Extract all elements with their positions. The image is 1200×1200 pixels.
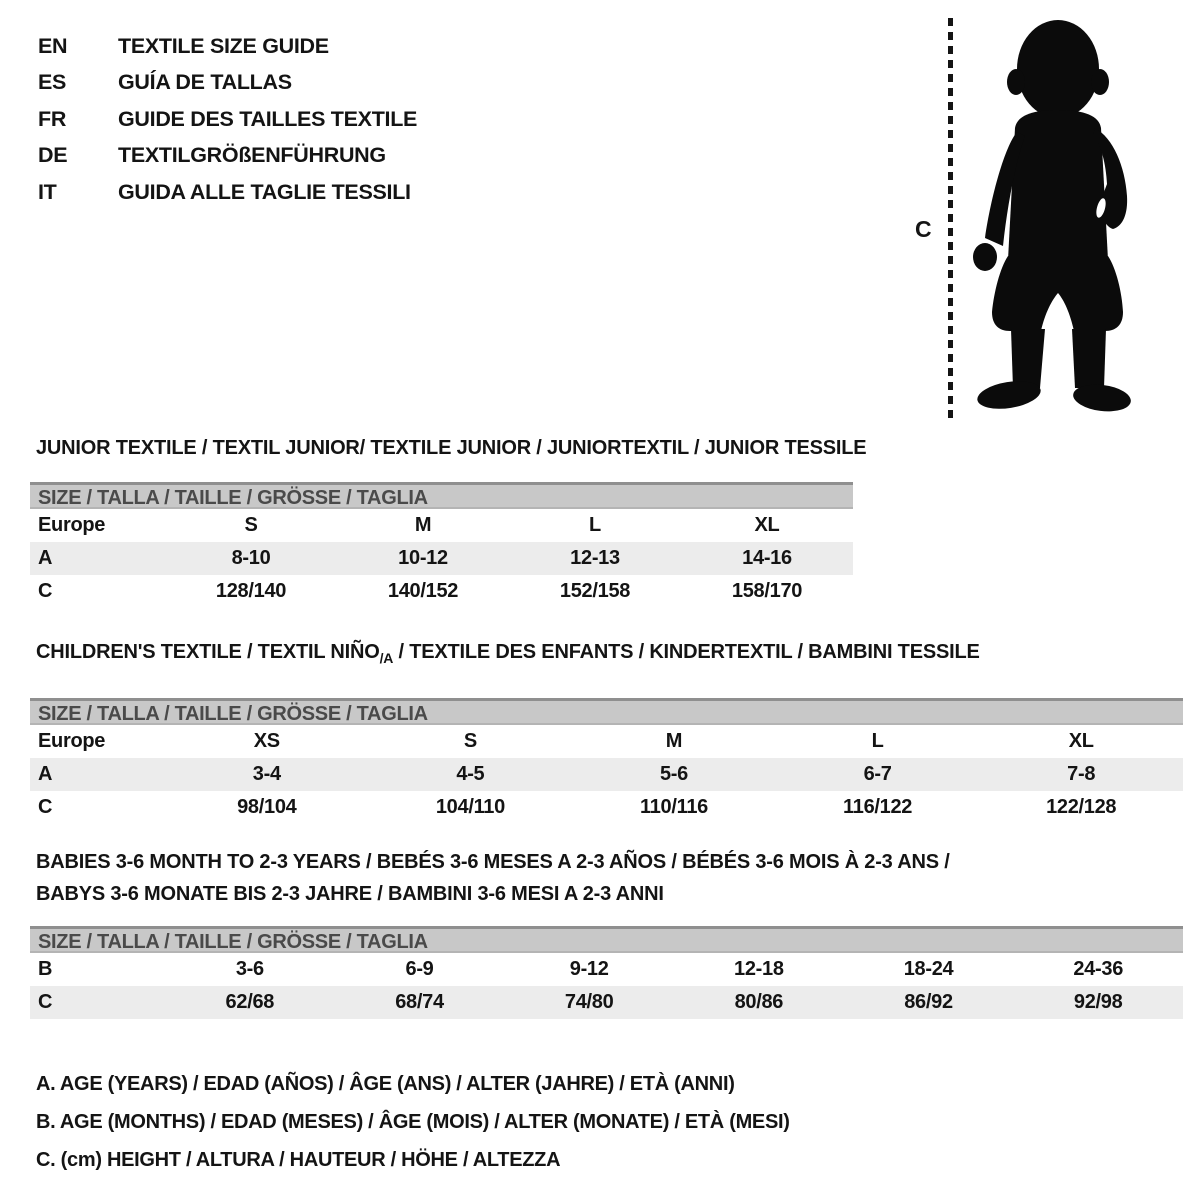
junior-section-title: [36, 432, 1183, 464]
language-row: [38, 101, 417, 138]
size-cell: 158/170: [731, 580, 803, 602]
size-cell: 86/92: [904, 991, 953, 1013]
row-label: Europe: [38, 514, 106, 536]
size-cell: 10-12: [398, 547, 448, 569]
section-title-line: [36, 636, 1183, 674]
language-label: GUIDA ALLE TAGLIE TESSILI: [118, 179, 411, 204]
row-label: C: [38, 580, 53, 602]
size-guide-content: [30, 432, 1183, 1179]
size-table-row: [30, 542, 853, 575]
title-text: BABYS 3-6 MONATE BIS 2-3 JAHRE / BAMBINI 3-6 MESI A 2-3 ANNI: [36, 883, 664, 905]
size-cell: 80/86: [734, 991, 784, 1013]
size-cell: 14-16: [742, 547, 792, 569]
size-cell: L: [871, 730, 884, 752]
size-cell: 92/98: [1073, 991, 1123, 1013]
size-cell: 7-8: [1067, 763, 1096, 785]
language-label: TEXTILE SIZE GUIDE: [118, 33, 329, 58]
size-cell: 110/116: [639, 796, 708, 818]
size-table-row: [30, 791, 1183, 824]
language-row: [38, 174, 417, 211]
size-cell: 98/104: [237, 796, 297, 818]
size-table-row: [30, 986, 1183, 1019]
height-measure-label: C: [915, 216, 932, 242]
size-table-header: SIZE / TALLA / TAILLE / GRÖSSE / TAGLIA: [30, 926, 1183, 953]
size-cell: 12-13: [570, 547, 620, 569]
size-cell: 6-9: [405, 958, 434, 980]
language-code: ES: [38, 70, 67, 95]
row-label: B: [38, 958, 53, 980]
language-code: DE: [38, 143, 68, 168]
title-subscript: /A: [379, 650, 394, 666]
toddler-silhouette-icon: [961, 16, 1146, 418]
height-measure-line: [948, 18, 953, 420]
size-table-row: [30, 725, 1183, 758]
children-size-table: [30, 698, 1183, 824]
height-figure: [905, 14, 1165, 424]
row-label: Europe: [38, 730, 106, 752]
size-cell: M: [665, 730, 683, 752]
legend: [36, 1065, 1183, 1179]
size-cell: 104/110: [435, 796, 505, 818]
language-row: [38, 28, 417, 65]
language-list: [38, 28, 417, 211]
row-label: C: [38, 796, 53, 818]
title-text: CHILDREN'S TEXTILE / TEXTIL NIÑO: [36, 641, 380, 663]
title-text: JUNIOR TEXTILE / TEXTIL JUNIOR/ TEXTILE JUNIOR / JUNIORTEXTIL / JUNIOR TESSILE: [36, 437, 867, 459]
row-label: A: [38, 763, 53, 785]
junior-size-table: [30, 482, 853, 608]
size-cell: 18-24: [903, 958, 954, 980]
children-section-title: [36, 636, 1183, 674]
section-title-line: [36, 878, 1183, 910]
size-cell: XS: [253, 730, 280, 752]
language-code: IT: [38, 179, 57, 204]
size-cell: L: [589, 514, 601, 536]
size-cell: 152/158: [559, 580, 631, 602]
size-table-header: SIZE / TALLA / TAILLE / GRÖSSE / TAGLIA: [30, 482, 853, 509]
size-cell: XL: [754, 514, 780, 536]
size-cell: 24-36: [1073, 958, 1124, 980]
size-cell: 6-7: [863, 763, 892, 785]
babies-size-table: [30, 926, 1183, 1019]
language-row: [38, 65, 417, 102]
size-cell: 140/152: [387, 580, 459, 602]
size-cell: 122/128: [1046, 796, 1117, 818]
legend-line: A. AGE (YEARS) / EDAD (AÑOS) / ÂGE (ANS) / ALTER (JAHRE) / ETÀ (ANNI): [36, 1073, 735, 1095]
size-cell: 9-12: [569, 958, 609, 980]
size-cell: 68/74: [395, 991, 444, 1013]
language-code: FR: [38, 106, 67, 131]
section-title-line: [36, 846, 1183, 878]
size-table-row: [30, 509, 853, 542]
babies-section-title: [36, 846, 1183, 910]
row-label: C: [38, 991, 53, 1013]
size-cell: 128/140: [215, 580, 287, 602]
size-cell: M: [414, 514, 432, 536]
language-code: EN: [38, 33, 68, 58]
row-label: A: [38, 547, 53, 569]
legend-line: C. (cm) HEIGHT / ALTURA / HAUTEUR / HÖHE / ALTEZZA: [36, 1149, 561, 1171]
size-cell: 3-4: [252, 763, 281, 785]
section-babies-textile: [30, 846, 1183, 1019]
language-label: GUÍA DE TALLAS: [118, 70, 292, 95]
size-cell: 12-18: [734, 958, 784, 980]
size-table-row: [30, 575, 853, 608]
size-cell: S: [244, 514, 258, 536]
size-cell: 3-6: [235, 958, 264, 980]
language-label: TEXTILGRÖßENFÜHRUNG: [118, 143, 386, 168]
size-cell: XL: [1068, 730, 1094, 752]
size-cell: 116/122: [843, 796, 913, 818]
title-text: / TEXTILE DES ENFANTS / KINDERTEXTIL / BAMBINI TESSILE: [393, 641, 980, 663]
title-text: BABIES 3-6 MONTH TO 2-3 YEARS / BEBÉS 3-6 MESES A 2-3 AÑOS / BÉBÉS 3-6 MOIS À 2-3 ANS /: [36, 851, 950, 873]
language-row: [38, 138, 417, 175]
section-title-line: [36, 432, 1183, 464]
size-cell: 8-10: [231, 547, 271, 569]
size-cell: 62/68: [225, 991, 275, 1013]
size-cell: 5-6: [659, 763, 688, 785]
size-cell: S: [463, 730, 477, 752]
size-cell: 4-5: [456, 763, 485, 785]
size-table-row: [30, 758, 1183, 791]
language-label: GUIDE DES TAILLES TEXTILE: [118, 106, 418, 131]
size-table-row: [30, 953, 1183, 986]
size-table-header: SIZE / TALLA / TAILLE / GRÖSSE / TAGLIA: [30, 698, 1183, 725]
section-children-textile: [30, 636, 1183, 824]
size-cell: 74/80: [564, 991, 614, 1013]
section-junior-textile: [30, 432, 1183, 608]
legend-line: B. AGE (MONTHS) / EDAD (MESES) / ÂGE (MOIS) / ALTER (MONATE) / ETÀ (MESI): [36, 1111, 790, 1133]
